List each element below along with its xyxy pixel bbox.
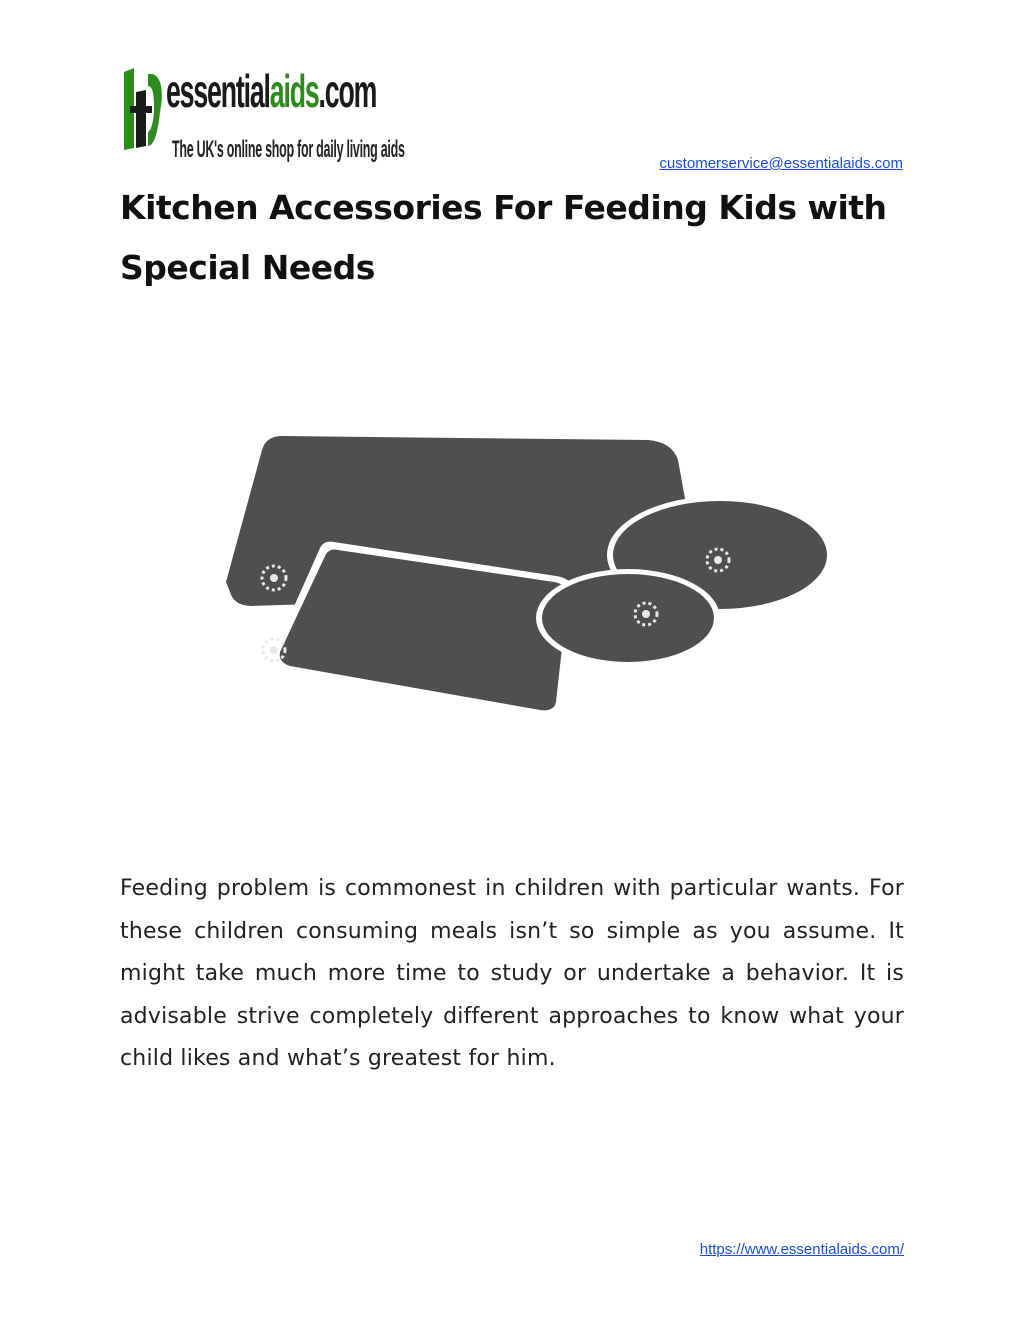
site-logo[interactable] [120,60,405,170]
non-slip-mats-icon [200,410,860,740]
website-link[interactable]: https://www.essentialaids.com/ [699,1241,904,1258]
logo-tagline: The UK's online shop for daily living aids [172,136,405,163]
logo-wordmark [166,60,376,122]
page-title: Kitchen Accessories For Feeding Kids with Special Needs [120,188,887,287]
logo-word-suffix: .com [318,65,377,117]
logo-mark-icon [120,62,164,154]
logo-word-aids: aids [269,65,319,117]
customer-service-email-link[interactable]: customerservice@essentialaids.com [659,155,903,172]
article-body: Feeding problem is commonest in children with particular wants. For these children consuming meals isn’t so simple as you assume. It might take much more time to study or undertake a behavior. It is advisable strive completely different approaches to know what your child likes and what’s greatest for him. [120,876,904,1072]
logo-word-essential: essential [166,65,270,117]
